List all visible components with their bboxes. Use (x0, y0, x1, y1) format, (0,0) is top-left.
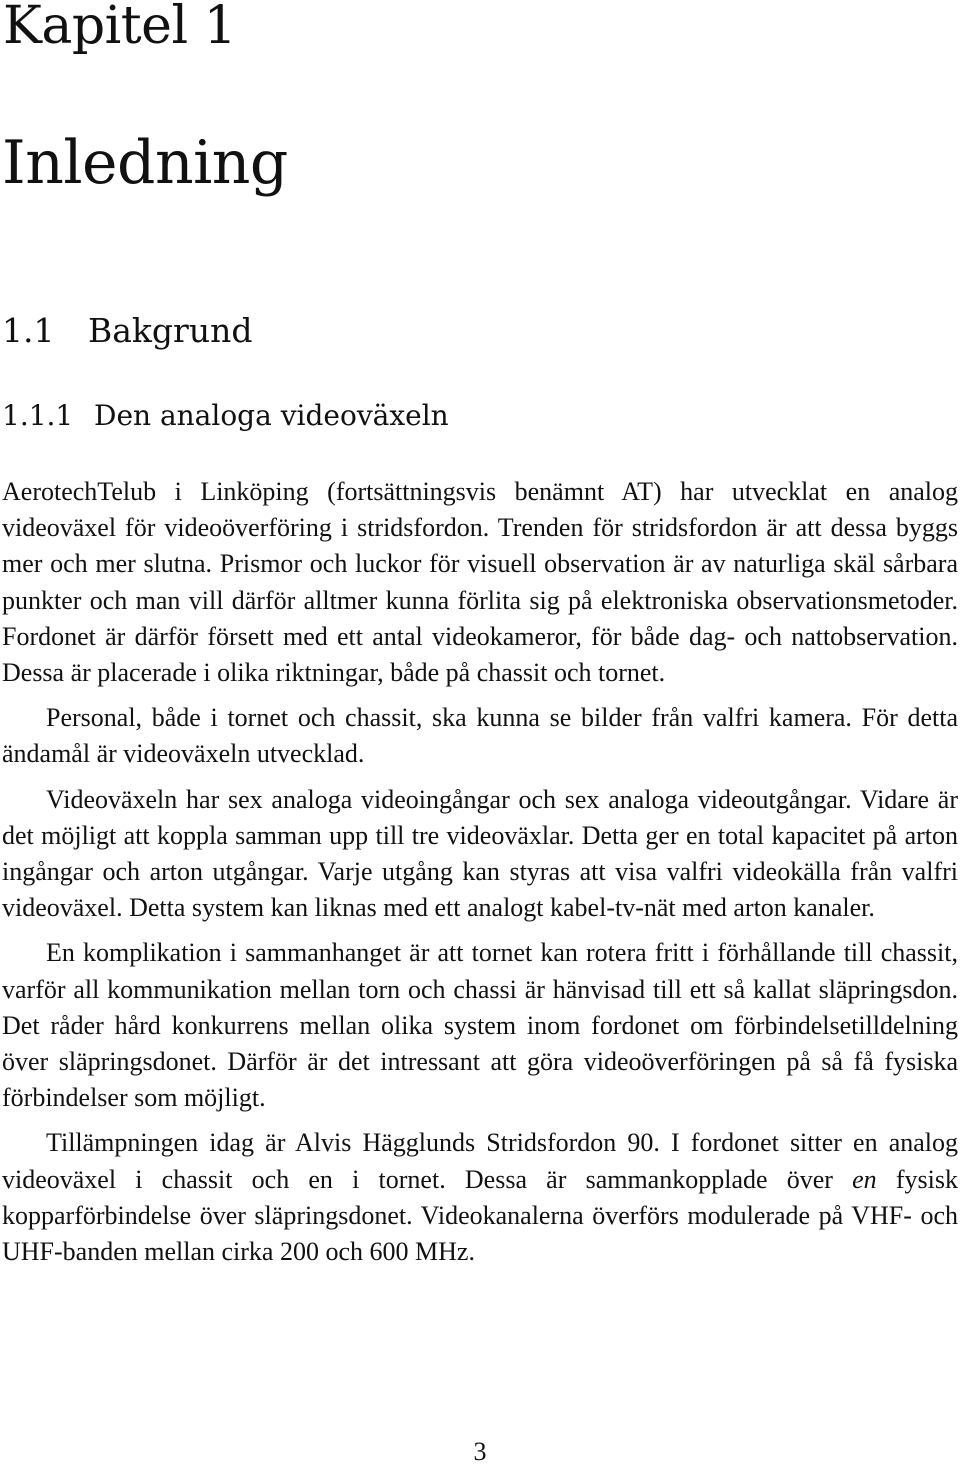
subsection-title: Den analoga videoväxeln (94, 399, 449, 432)
paragraph-4: En komplikation i sammanhanget är att tornet kan rotera fritt i förhållande till chassit, varför all kommunikation mellan torn och chassi är hänvisad till ett så kallat släpringsdon. Det råder hård konkurrens mellan olika system inom fordonet om förbindelsetilldelning över släpringsdonet. Därför är det intressant att göra videoöverföringen på så få fysiska förbindelser som möjligt. (2, 938, 958, 1113)
paragraph-5-text-b: fysisk kopparförbindelse över släpringsdonet. Videokanalerna överförs modulerade på VHF- och UHF-banden mellan cirka 200 och 600 MHz. (2, 1164, 958, 1267)
paragraph-5-text-a: Tillämpningen idag är Alvis Hägglunds Stridsfordon 90. I fordonet sitter en analog videoväxel i chassit och en i tornet. Dessa är sammankopplade över (2, 1128, 958, 1194)
section-number: 1.1 (2, 311, 55, 350)
subsection-number: 1.1.1 (2, 399, 74, 432)
body-text (2, 474, 958, 1279)
paragraph-2: Personal, både i tornet och chassit, ska kunna se bilder från valfri kamera. För detta ändamål är videoväxeln utvecklad. (2, 703, 958, 769)
chapter-label: Kapitel 1 (3, 0, 237, 56)
subsection-heading (2, 396, 449, 436)
page-number: 3 (473, 1437, 487, 1466)
section-title: Bakgrund (88, 311, 253, 350)
chapter-title: Inledning (2, 128, 288, 198)
paragraph-5 (2, 1125, 958, 1270)
section-heading (2, 310, 252, 352)
paragraph-1: AerotechTelub i Linköping (fortsättningsvis benämnt AT) har utvecklat en analog videoväxel för videoöverföring i stridsfordon. Trenden för stridsfordon är att dessa byggs mer och mer slutna. Prismor och luckor för visuell observation är av naturliga skäl sårbara punkter och man vill därför alltmer kunna förlita sig på elektroniska observationsmetoder. Fordonet är därför försett med ett antal videokameror, för både dag- och nattobservation. Dessa är placerade i olika riktningar, både på chassit och tornet. (2, 477, 958, 688)
emphasis-en: en (852, 1164, 877, 1194)
paragraph-3: Videoväxeln har sex analoga videoingångar och sex analoga videoutgångar. Vidare är det möjligt att koppla samman upp till tre videoväxlar. Detta ger en total kapacitet på arton ingångar och arton utgångar. Varje utgång kan styras att visa valfri videokälla från valfri videoväxel. Detta system kan liknas med ett analogt kabel-tv-nät med arton kanaler. (2, 784, 958, 923)
